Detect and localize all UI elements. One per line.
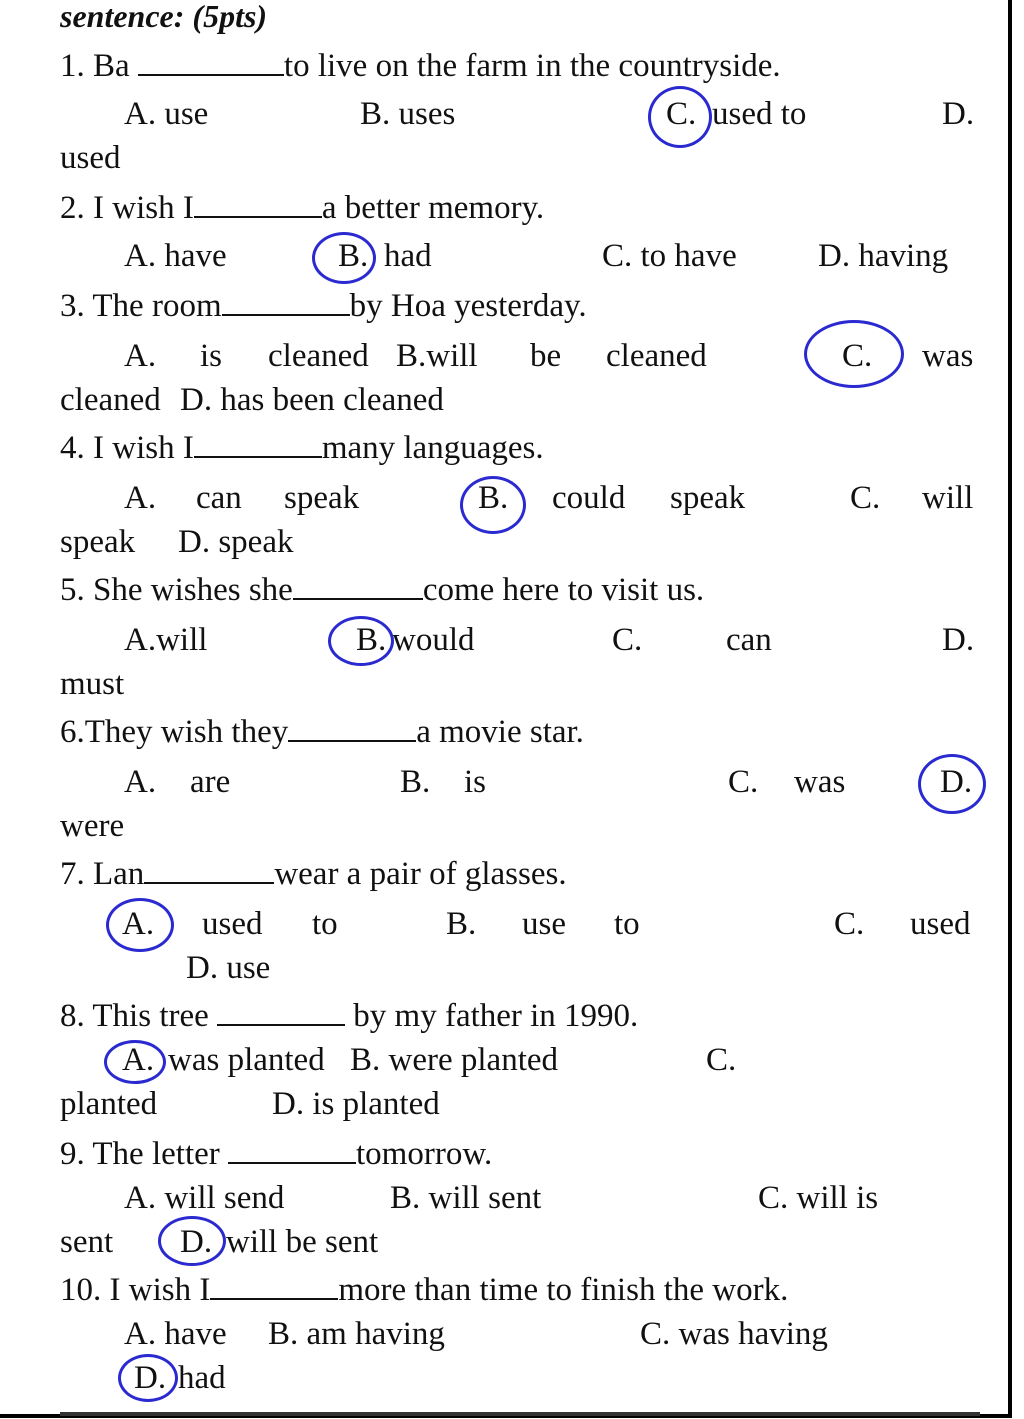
q7-option-a-word2: to xyxy=(312,906,338,942)
question-7 xyxy=(60,854,567,894)
q8-option-c-letter: C. xyxy=(706,1042,737,1078)
q2-stem-pre: 2. I wish I xyxy=(60,190,194,226)
q9-option-d-letter: D. xyxy=(180,1224,213,1260)
q7-stem-post: wear a pair of glasses. xyxy=(274,856,567,892)
q9-stem-post: tomorrow. xyxy=(356,1136,493,1172)
q7-option-c-letter: C. xyxy=(834,906,865,942)
q5-option-c-letter: C. xyxy=(612,622,643,658)
answer-blank xyxy=(194,428,322,458)
q5-option-a: A.will xyxy=(124,622,208,658)
q6-option-d-letter: D. xyxy=(940,764,973,800)
q1-option-c-letter: C. xyxy=(666,96,697,132)
answer-blank xyxy=(293,570,423,600)
q8-option-a-letter: A. xyxy=(122,1042,155,1078)
answer-blank xyxy=(138,46,284,76)
q8-stem-post: by my father in 1990. xyxy=(345,998,639,1034)
q1-option-c-text: used to xyxy=(712,96,807,132)
question-9 xyxy=(60,1134,492,1174)
q6-option-b-letter: B. xyxy=(400,764,431,800)
q6-option-b-text: is xyxy=(464,764,487,800)
q5-option-b-letter: B. xyxy=(356,622,387,658)
q9-option-d-text: will be sent xyxy=(226,1224,379,1260)
q8-stem-pre: 8. This tree xyxy=(60,998,218,1034)
q10-option-c: C. was having xyxy=(640,1316,828,1352)
q6-stem-post: a movie star. xyxy=(416,714,584,750)
q3-option-a-word2: cleaned xyxy=(268,338,369,374)
q4-option-c-text: will xyxy=(922,480,974,516)
section-heading: sentence: (5pts) xyxy=(60,0,268,34)
q9-option-a: A. will send xyxy=(124,1180,285,1216)
q3-option-a-letter: A. xyxy=(124,338,157,374)
question-10 xyxy=(60,1270,788,1310)
answer-blank xyxy=(222,286,350,316)
q10-option-d-text: had xyxy=(178,1360,226,1396)
q3-option-b-word2: be xyxy=(530,338,562,374)
q8-option-a-text: was planted xyxy=(168,1042,325,1078)
q4-option-b-word1: could xyxy=(552,480,626,516)
q10-stem-post: more than time to finish the work. xyxy=(338,1272,789,1308)
question-2 xyxy=(60,188,544,228)
q10-option-b: B. am having xyxy=(268,1316,445,1352)
question-8 xyxy=(60,996,638,1036)
q2-option-c: C. to have xyxy=(602,238,737,274)
answer-blank xyxy=(288,712,416,742)
q7-option-d: D. use xyxy=(186,950,271,986)
q3-option-b-word3: cleaned xyxy=(606,338,707,374)
q9-option-b: B. will sent xyxy=(390,1180,542,1216)
q5-option-d-text: must xyxy=(60,666,125,702)
q1-option-a: A. use xyxy=(124,96,209,132)
q6-option-c-text: was xyxy=(794,764,846,800)
q9-option-c: C. will is xyxy=(758,1180,879,1216)
q7-option-b-word2: to xyxy=(614,906,640,942)
q6-option-a-letter: A. xyxy=(124,764,157,800)
question-4 xyxy=(60,428,544,468)
q2-option-b-letter: B. xyxy=(338,238,369,274)
answer-blank xyxy=(217,996,345,1026)
q3-stem-post: by Hoa yesterday. xyxy=(349,288,587,324)
q8-option-d: D. is planted xyxy=(272,1086,440,1122)
q9-option-c-wrap: sent xyxy=(60,1224,114,1260)
q7-stem-pre: 7. Lan xyxy=(60,856,145,892)
q3-option-d: D. has been cleaned xyxy=(180,382,444,418)
answer-blank xyxy=(210,1270,338,1300)
q10-option-a: A. have xyxy=(124,1316,227,1352)
q7-option-a-word1: used xyxy=(202,906,263,942)
answer-blank xyxy=(144,854,274,884)
q5-stem-post: come here to visit us. xyxy=(422,572,705,608)
q7-option-a-letter: A. xyxy=(122,906,155,942)
q3-option-a-word1: is xyxy=(200,338,223,374)
question-1 xyxy=(60,46,781,86)
q4-option-b-word2: speak xyxy=(670,480,746,516)
q6-stem-pre: 6.They wish they xyxy=(60,714,289,750)
q6-option-a-text: are xyxy=(190,764,231,800)
q4-option-c-letter: C. xyxy=(850,480,881,516)
q5-option-d: D. xyxy=(942,622,975,658)
q3-option-c-text: was xyxy=(922,338,974,374)
q7-option-b-letter: B. xyxy=(446,906,477,942)
q4-option-a-word1: can xyxy=(196,480,242,516)
q4-option-b-letter: B. xyxy=(478,480,509,516)
q4-stem-post: many languages. xyxy=(321,430,544,466)
q4-option-a-word2: speak xyxy=(284,480,360,516)
q2-option-b-text: had xyxy=(384,238,432,274)
question-6 xyxy=(60,712,584,752)
q10-stem-pre: 10. I wish I xyxy=(60,1272,211,1308)
q4-option-d: D. speak xyxy=(178,524,294,560)
q4-option-c-wrap: speak xyxy=(60,524,136,560)
q4-stem-pre: 4. I wish I xyxy=(60,430,194,466)
q5-stem-pre: 5. She wishes she xyxy=(60,572,293,608)
q1-stem-pre: 1. Ba xyxy=(60,48,138,84)
q8-option-b: B. were planted xyxy=(350,1042,559,1078)
q3-option-c-letter: C. xyxy=(842,338,873,374)
q1-option-b: B. uses xyxy=(360,96,456,132)
question-5 xyxy=(60,570,704,610)
q5-option-c-text: can xyxy=(726,622,772,658)
q10-option-d-letter: D. xyxy=(134,1360,167,1396)
answer-blank xyxy=(228,1134,356,1164)
q7-option-c-text: used xyxy=(910,906,971,942)
q9-stem-pre: 9. The letter xyxy=(60,1136,228,1172)
q4-option-a-letter: A. xyxy=(124,480,157,516)
q2-stem-post: a better memory. xyxy=(321,190,545,226)
cut-off-next-line xyxy=(60,1412,980,1416)
q5-option-b-text: would xyxy=(392,622,475,658)
q3-option-b-word1: B.will xyxy=(396,338,478,374)
q3-stem-pre: 3. The room xyxy=(60,288,222,324)
q6-option-c-letter: C. xyxy=(728,764,759,800)
q2-option-d: D. having xyxy=(818,238,949,274)
q3-option-c-wrap: cleaned xyxy=(60,382,161,418)
question-3 xyxy=(60,286,587,326)
q1-option-d: D. xyxy=(942,96,975,132)
q8-option-c-text: planted xyxy=(60,1086,158,1122)
q6-option-d-text: were xyxy=(60,808,125,844)
answer-blank xyxy=(194,188,322,218)
q1-stem-post: to live on the farm in the countryside. xyxy=(283,48,781,84)
q1-option-d-text: used xyxy=(60,140,121,176)
q7-option-b-word1: use xyxy=(522,906,566,942)
q2-option-a: A. have xyxy=(124,238,227,274)
